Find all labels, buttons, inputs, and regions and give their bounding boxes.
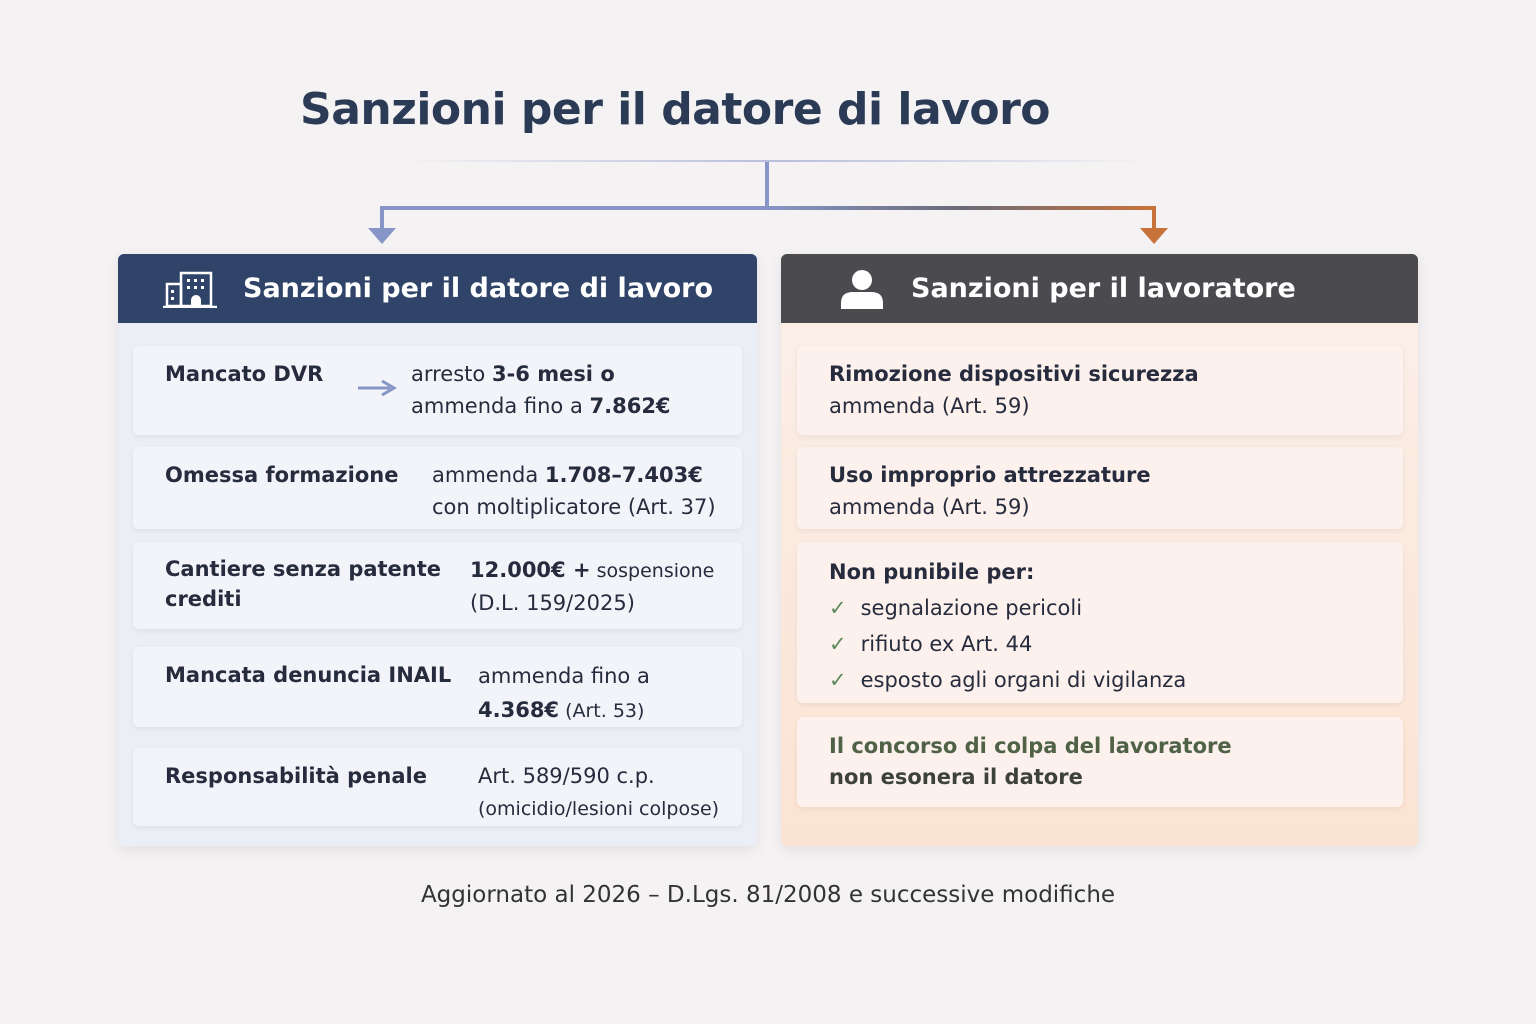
employer-panel <box>118 254 757 846</box>
page-title: Sanzioni per il datore di lavoro <box>300 84 1051 135</box>
note-card <box>797 717 1403 807</box>
sanction-row <box>133 647 742 727</box>
sanction-label: Omessa formazione <box>165 463 399 487</box>
sanction-label: Mancato DVR <box>165 362 324 386</box>
note-line: non esonera il datore <box>829 765 1083 789</box>
sanction-row <box>133 748 742 826</box>
sanction-row <box>133 447 742 529</box>
sanction-value: ammenda 1.708–7.403€ con moltiplicatore (Art. 37) <box>432 463 716 519</box>
sanction-value: 12.000€ + sospensione (D.L. 159/2025) <box>470 558 715 615</box>
employer-panel-title: Sanzioni per il datore di lavoro <box>243 273 714 304</box>
worker-panel <box>781 254 1418 846</box>
sanction-value: arresto 3-6 mesi o ammenda fino a 7.862€ <box>411 362 671 418</box>
sanction-label: Cantiere senza patente crediti <box>165 557 442 611</box>
sanction-value: Art. 589/590 c.p. (omicidio/lesioni colpose) <box>478 764 720 820</box>
building-icon <box>163 270 217 308</box>
sanction-label: Responsabilità penale <box>165 764 427 788</box>
sanction-row <box>133 542 742 629</box>
sanction-value: ammenda fino a 4.368€ (Art. 53) <box>478 664 650 722</box>
card-title: Uso improprio attrezzature <box>829 463 1151 487</box>
employer-panel-header <box>118 254 757 323</box>
worker-panel-header <box>781 254 1418 323</box>
card-subtitle: ammenda (Art. 59) <box>829 495 1030 519</box>
worker-sanction-card <box>797 447 1403 529</box>
non-punishable-card <box>797 542 1403 703</box>
worker-panel-title: Sanzioni per il lavoratore <box>911 273 1296 304</box>
list-item: ✓ esposto agli organi di vigilanza <box>829 668 1187 692</box>
footer-note: Aggiornato al 2026 – D.Lgs. 81/2008 e successive modifiche <box>420 882 1116 908</box>
list-item: ✓ rifiuto ex Art. 44 <box>829 632 1033 656</box>
arrow-down-right-icon <box>1140 228 1168 244</box>
arrow-down-left-icon <box>368 228 396 244</box>
check-icon: ✓ <box>829 668 847 692</box>
card-title: Rimozione dispositivi sicurezza <box>829 362 1199 386</box>
arrow-right-icon <box>358 380 398 396</box>
check-icon: ✓ <box>829 596 847 620</box>
card-subtitle: ammenda (Art. 59) <box>829 394 1030 418</box>
connector-arrows <box>360 158 1180 250</box>
note-line: Il concorso di colpa del lavoratore <box>829 734 1232 758</box>
card-title: Non punibile per: <box>829 560 1035 584</box>
user-icon <box>839 269 885 309</box>
list-item: ✓ segnalazione pericoli <box>829 596 1083 620</box>
worker-sanction-card <box>797 346 1403 435</box>
check-icon: ✓ <box>829 632 847 656</box>
sanction-row <box>133 346 742 435</box>
sanction-label: Mancata denuncia INAIL <box>165 663 452 687</box>
